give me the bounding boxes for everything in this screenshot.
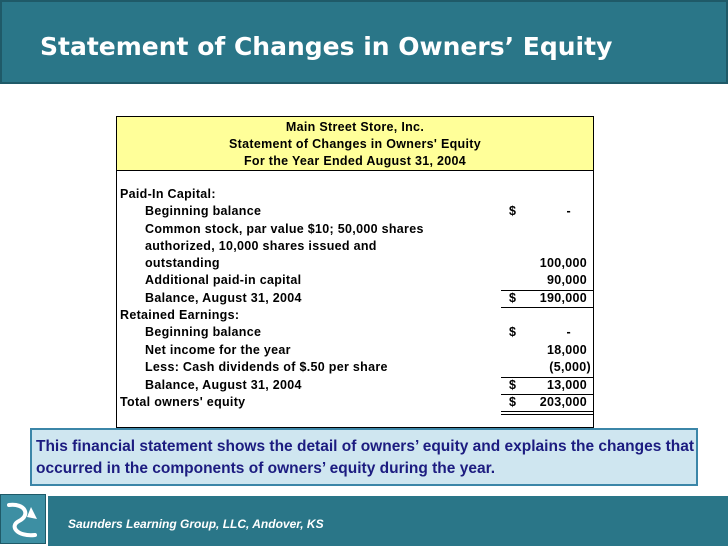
company-logo [0, 494, 46, 544]
row-pic-balance [117, 291, 593, 308]
row-amount: 13,000 [546, 378, 587, 392]
row-dividends [117, 360, 593, 377]
row-label: Balance, August 31, 2004 [145, 291, 302, 305]
row-label: outstanding [145, 256, 220, 270]
row-pic-beginning-balance [117, 204, 593, 221]
row-label: Less: Cash dividends of $.50 per share [145, 360, 388, 374]
row-additional-paid-in [117, 273, 593, 290]
row-label: Beginning balance [145, 204, 262, 218]
footer-bar [48, 496, 728, 546]
row-retained-earnings [117, 308, 593, 325]
row-paid-in-capital [117, 187, 593, 204]
swirl-logo-icon [1, 495, 45, 543]
row-total-owners-equity [117, 395, 593, 412]
row-common-stock-2 [117, 239, 593, 256]
statement-header [117, 117, 593, 171]
equity-statement [116, 116, 594, 428]
row-re-balance [117, 378, 593, 395]
row-label: Total owners' equity [120, 395, 246, 409]
statement-period: For the Year Ended August 31, 2004 [243, 154, 467, 168]
dollar-sign: $ [509, 325, 517, 339]
dollar-sign: $ [509, 204, 517, 218]
row-amount: 90,000 [546, 273, 587, 287]
row-label: Beginning balance [145, 325, 262, 339]
callout-text: This financial statement shows the detail of owners’ equity and explains the changes that occurred in the components of owners’ equity during the year. [36, 438, 695, 477]
total-double-rule [501, 411, 593, 415]
row-common-stock-3 [117, 256, 593, 273]
company-name: Main Street Store, Inc. [285, 120, 425, 134]
row-label: Retained Earnings: [120, 308, 240, 322]
row-label: Balance, August 31, 2004 [145, 378, 302, 392]
statement-title: Statement of Changes in Owners' Equity [229, 137, 481, 151]
row-amount: (5,000) [549, 360, 591, 374]
row-amount: 100,000 [539, 256, 587, 270]
dollar-sign: $ [509, 291, 517, 305]
row-amount: - [566, 204, 571, 218]
row-amount: - [566, 325, 571, 339]
row-label: Additional paid-in capital [145, 273, 302, 287]
row-common-stock-1 [117, 222, 593, 239]
row-amount: 203,000 [539, 395, 587, 409]
footer-credit: Saunders Learning Group, LLC, Andover, KS [68, 517, 324, 531]
row-label: Net income for the year [145, 343, 291, 357]
row-label: authorized, 10,000 shares issued and [145, 239, 377, 253]
row-net-income [117, 343, 593, 360]
row-amount: 190,000 [539, 291, 587, 305]
row-amount: 18,000 [546, 343, 587, 357]
slide-title: Statement of Changes in Owners’ Equity [40, 32, 613, 61]
title-bar [0, 0, 728, 84]
dollar-sign: $ [509, 395, 517, 409]
row-re-beginning-balance [117, 325, 593, 342]
row-label: Paid-In Capital: [120, 187, 216, 201]
row-label: Common stock, par value $10; 50,000 shares [145, 222, 424, 236]
explanation-callout [30, 428, 698, 486]
dollar-sign: $ [509, 378, 517, 392]
